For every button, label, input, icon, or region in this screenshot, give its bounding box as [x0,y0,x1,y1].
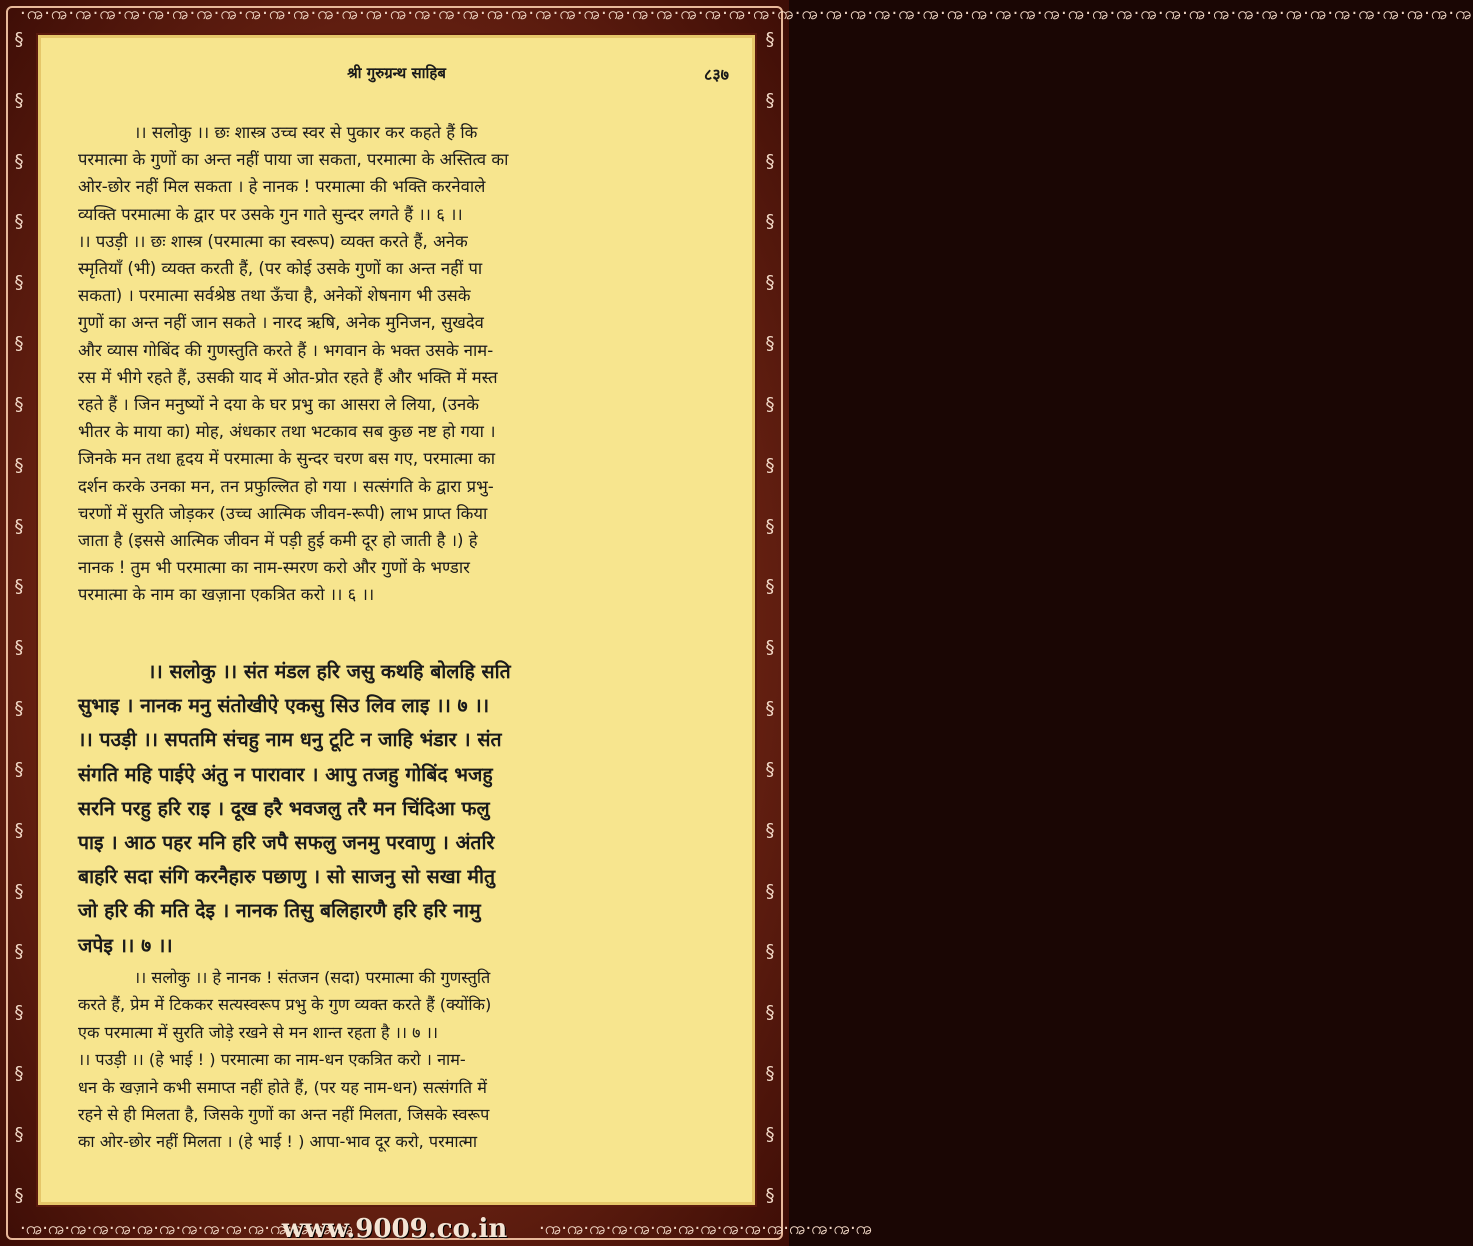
text-line: करते हैं, प्रेम में टिककर सत्यस्वरूप प्रभु के गुण व्यक्त करते हैं (क्योंकि) [78,995,492,1015]
text-line: रहते हैं । जिन मनुष्यों ने दया के घर प्रभु का आसरा ले लिया, (उनके [78,395,479,415]
verse-line: जो हरि की मति देइ । नानक तिसु बलिहारणै हरि हरि नामु [78,899,481,923]
text-line: रस में भीगे रहते हैं, उसकी याद में ओत-प्रोत रहते हैं और भक्ति में मस्त [78,367,498,387]
footer-ornament-left: ·ꩠ·ꩠ·ꩠ·ꩠ·ꩠ·ꩠ·ꩠ·ꩠ·ꩠ·ꩠ·ꩠ·ꩠ·ꩠ·ꩠ·ꩠ [20,1218,354,1239]
text-line: ।। पउड़ी ।। (हे भाई ! ) परमात्मा का नाम-धन एकत्रित करो । नाम- [78,1050,466,1070]
page-number: ८३७ [704,65,729,84]
scripture-page [36,33,757,1207]
text-line: दर्शन करके उनका मन, तन प्रफुल्लित हो गया । सत्संगति के द्वारा प्रभु- [78,476,494,496]
verse-line: जपेइ ।। ७ ।। [78,933,173,957]
translation-block-7 [78,964,731,1156]
footer-ornament-right: ·ꩠ·ꩠ·ꩠ·ꩠ·ꩠ·ꩠ·ꩠ·ꩠ·ꩠ·ꩠ·ꩠ·ꩠ·ꩠ·ꩠ·ꩠ [539,1218,873,1239]
text-line: जाता है (इससे आत्मिक जीवन में पड़ी हुई कमी दूर हो जाती है ।) हे [78,531,478,551]
text-line: ।। सलोकु ।। हे नानक ! संतजन (सदा) परमात्मा की गुणस्तुति [134,968,491,987]
text-line: रहने से ही मिलता है, जिसके गुणों का अन्त नहीं मिलता, जिसके स्वरूप [78,1105,490,1125]
page-title: श्री गुरुग्रन्थ साहिब [347,64,446,82]
right-ornament-border: § § § § § § § § § § § § § § § § § § § § [765,29,775,1206]
verse-line: ।। पउड़ी ।। सपतमि संचहु नाम धनु टूटि न जाहि भंडार । संत [78,728,502,752]
verse-line: पाइ । आठ पहर मनि हरि जपै सफलु जनमु परवाणु । अंतरि [78,831,495,855]
verse-line: ।। सलोकु ।। संत मंडल हरि जसु कथहि बोलहि सति [148,660,511,683]
text-line: परमात्मा के गुणों का अन्त नहीं पाया जा सकता, परमात्मा के अस्तित्व का [78,150,509,170]
text-line: चरणों में सुरति जोड़कर (उच्च आत्मिक जीवन-रूपी) लाभ प्राप्त किया [78,503,488,523]
verse-line: सुभाइ । नानक मनु संतोखीऐ एकसु सिउ लिव लाइ ।। ७ ।। [78,694,490,718]
text-line: ।। सलोकु ।। छः शास्त्र उच्च स्वर से पुकार कर कहते हैं कि [134,123,478,142]
translation-block-6 [78,119,731,609]
text-line: एक परमात्मा में सुरति जोड़े रखने से मन शान्त रहता है ।। ७ ।। [78,1022,438,1042]
left-ornament-border: § § § § § § § § § § § § § § § § § § § § [14,29,24,1206]
text-line: और व्यास गोबिंद की गुणस्तुति करते हैं । भगवान के भक्त उसके नाम- [78,340,494,360]
verse-line: संगति महि पाईऐ अंतु न पारावार । आपु तजहु गोबिंद भजहु [78,762,493,786]
verse-line: बाहरि सदा संगि करनैहारु पछाणु । सो साजनु सो सखा मीतु [78,865,496,889]
text-line: गुणों का अन्त नहीं जान सकते । नारद ऋषि, अनेक मुनिजन, सुखदेव [78,313,484,333]
text-line: नानक ! तुम भी परमात्मा का नाम-स्मरण करो और गुणों के भण्डार [78,558,470,578]
text-line: परमात्मा के नाम का खज़ाना एकत्रित करो ।। ६ ।। [78,585,375,605]
text-line: सकता) । परमात्मा सर्वश्रेष्ठ तथा ऊँचा है, अनेकों शेषनाग भी उसके [78,286,471,306]
text-line: भीतर के माया का) मोह, अंधकार तथा भटकाव सब कुछ नष्ट हो गया । [78,422,496,442]
page-header [38,63,755,89]
text-line: ।। पउड़ी ।। छः शास्त्र (परमात्मा का स्वरूप) व्यक्त करते हैं, अनेक [78,231,468,251]
text-line: जिनके मन तथा हृदय में परमात्मा के सुन्दर चरण बस गए, परमात्मा का [78,449,496,469]
text-line: ओर-छोर नहीं मिल सकता । हे नानक ! परमात्मा की भक्ति करनेवाले [78,177,486,197]
text-line: का ओर-छोर नहीं मिलता । (हे भाई ! ) आपा-भाव दूर करो, परमात्मा [78,1132,478,1152]
top-ornament-border: ·ꩠ·ꩠ·ꩠ·ꩠ·ꩠ·ꩠ·ꩠ·ꩠ·ꩠ·ꩠ·ꩠ·ꩠ·ꩠ·ꩠ·ꩠ·ꩠ·ꩠ·ꩠ·ꩠ·ꩠ·ꩠ·ꩠ·ꩠ·ꩠ·ꩠ·ꩠ·ꩠ·ꩠ·ꩠ·ꩠ·ꩠ·ꩠ·ꩠ·ꩠ·ꩠ·ꩠ·ꩠ·ꩠ·ꩠ·ꩠ·ꩠ·ꩠ·ꩠ·ꩠ·ꩠ·ꩠ·ꩠ·ꩠ·ꩠ·ꩠ·ꩠ·ꩠ·ꩠ·ꩠ·ꩠ·ꩠ·ꩠ·ꩠ·ꩠ·ꩠ [20,2,1473,24]
verse-line: सरनि परहु हरि राइ । दूख हरै भवजलु तरै मन चिंदिआ फलु [78,796,490,820]
text-line: धन के खज़ाने कभी समाप्त नहीं होते हैं, (पर यह नाम-धन) सत्संगति में [78,1077,487,1097]
text-line: स्मृतियाँ (भी) व्यक्त करती हैं, (पर कोई उसके गुणों का अन्त नहीं पा [78,259,483,279]
gurbani-verse-7 [78,655,731,963]
footer-website-url: www.9009.co.in [281,1214,508,1244]
text-line: व्यक्ति परमात्मा के द्वार पर उसके गुन गाते सुन्दर लगते हैं ।। ६ ।। [78,204,463,224]
